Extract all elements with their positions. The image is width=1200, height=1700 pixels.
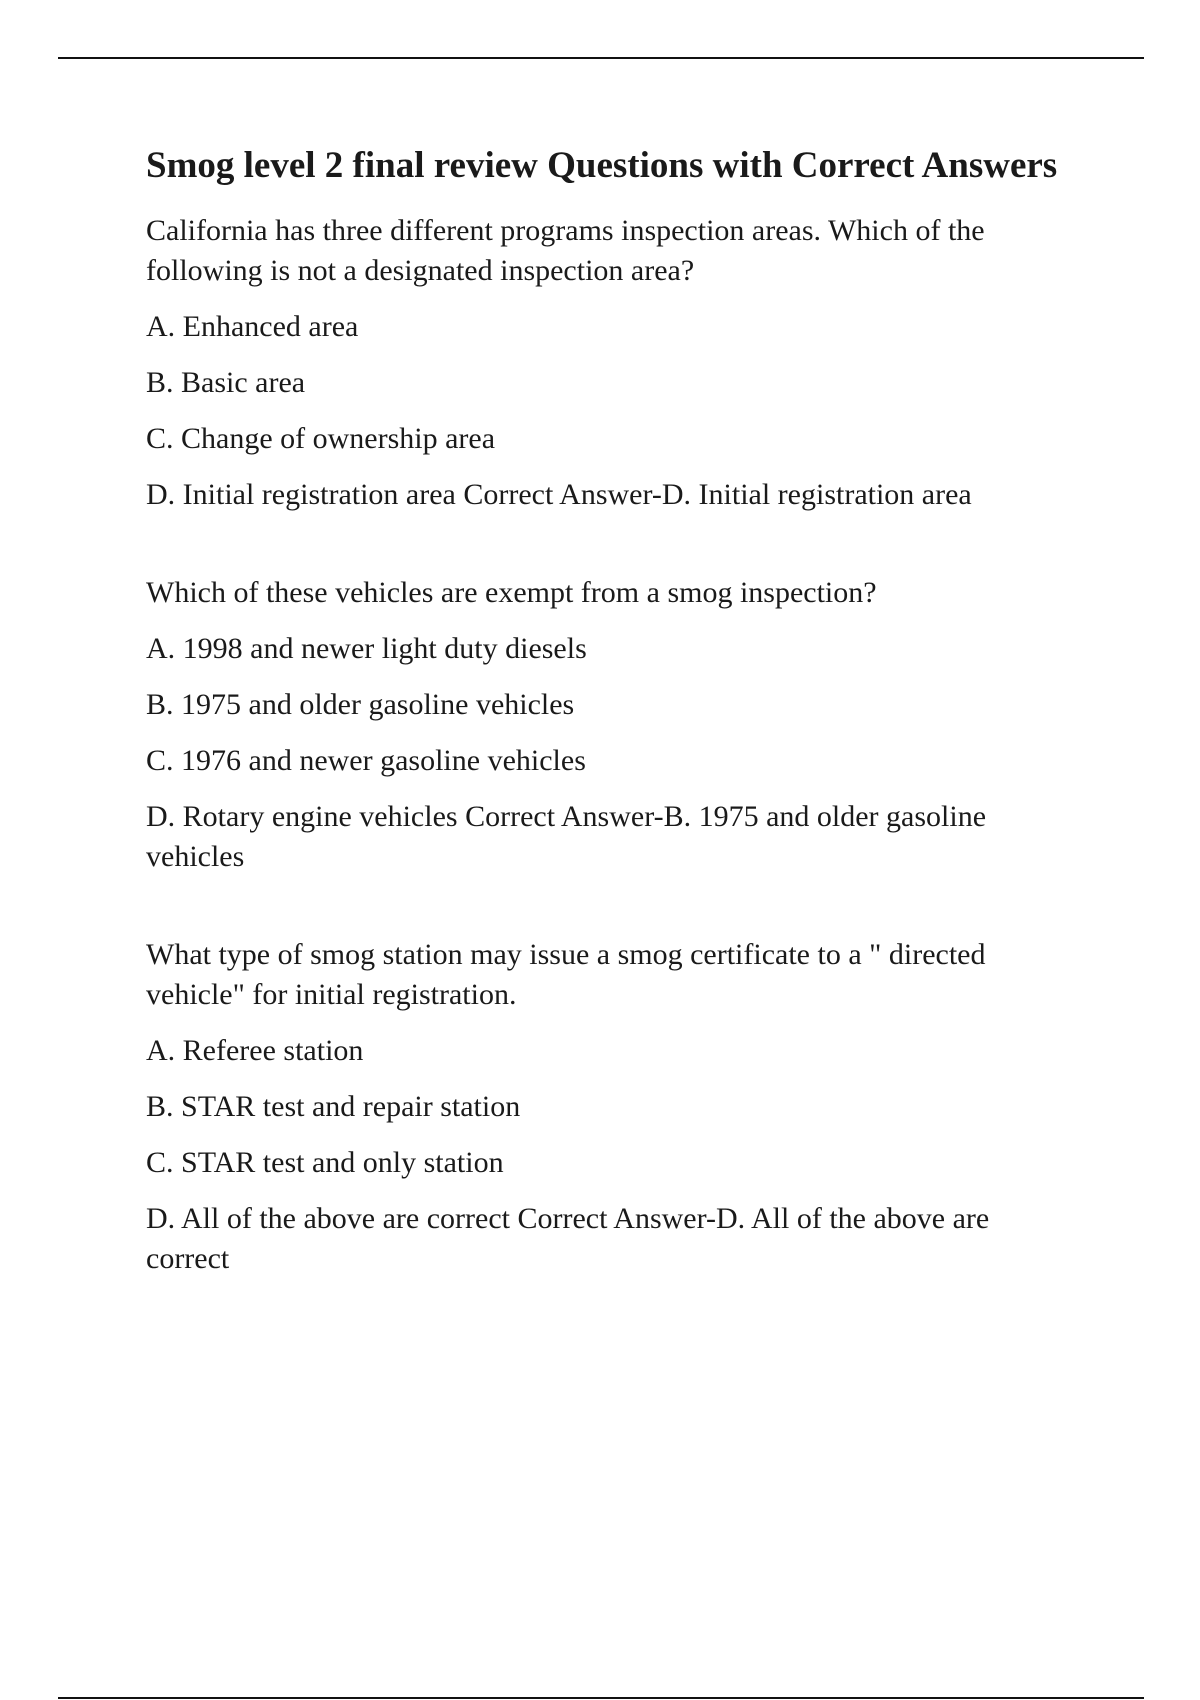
question-3 [146,935,1076,1279]
answer-option: A. Referee station [146,1034,364,1067]
answer-option-with-correct-answer: D. All of the above are correct Correct Answer-D. All of the above are correct [146,1202,990,1275]
document-title: Smog level 2 final review Questions with Correct Answers [146,145,1058,186]
document-body [146,140,1076,1337]
answer-option-with-correct-answer: D. Initial registration area Correct Answer-D. Initial registration area [146,478,972,511]
bottom-rule [58,1697,1144,1699]
answer-option: B. STAR test and repair station [146,1090,521,1123]
answer-option: A. Enhanced area [146,310,359,343]
question-1 [146,211,1076,515]
answer-option: C. Change of ownership area [146,422,496,455]
top-rule [58,57,1144,59]
question-text: Which of these vehicles are exempt from a smog inspection? [146,576,877,609]
answer-option: B. Basic area [146,366,306,399]
answer-option: C. STAR test and only station [146,1146,504,1179]
question-2 [146,573,1076,877]
answer-option: A. 1998 and newer light duty diesels [146,632,587,665]
answer-option: B. 1975 and older gasoline vehicles [146,688,575,721]
question-text: California has three different programs inspection areas. Which of the following is not a designated inspection area? [146,214,985,287]
question-text: What type of smog station may issue a smog certificate to a " directed vehicle" for initial registration. [146,938,986,1011]
answer-option-with-correct-answer: D. Rotary engine vehicles Correct Answer-B. 1975 and older gasoline vehicles [146,800,987,873]
answer-option: C. 1976 and newer gasoline vehicles [146,744,586,777]
